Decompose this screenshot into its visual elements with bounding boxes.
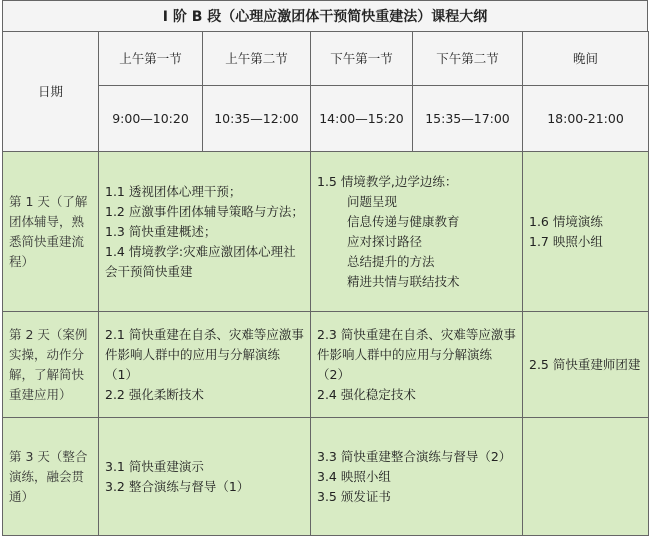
- evening-sessions: [523, 152, 649, 312]
- table-row-day-2: [3, 312, 649, 418]
- evening-sessions: [523, 312, 649, 418]
- session-item: 2.1 简快重建在自杀、灾难等应激事件影响人群中的应用与分解演练（1）: [105, 326, 304, 382]
- session-item: 2.2 强化柔断技术: [105, 386, 204, 402]
- session-item: 1.1 透视团体心理干预；: [105, 183, 242, 199]
- slot-time: 9:00—10:20: [99, 86, 203, 152]
- session-item: 3.2 整合演练与督导（1）: [105, 478, 250, 494]
- slot-name: 下午第二节: [413, 32, 523, 86]
- session-subitem: 信息传递与健康教育: [347, 213, 460, 229]
- session-item: 1.3 简快重建概述；: [105, 223, 217, 239]
- slot-time: 15:35—17:00: [413, 86, 523, 152]
- slot-name: 晚间: [523, 32, 649, 86]
- day-label: 第 3 天（整合演练，融会贯通）: [3, 418, 99, 536]
- session-item: 1.7 映照小组: [529, 233, 603, 249]
- session-subitem: 总结提升的方法: [347, 253, 435, 269]
- day-label: 第 2 天（案例实操，动作分解，了解简快重建应用）: [3, 312, 99, 418]
- session-item: 1.5 情境教学,边学边练：: [317, 173, 458, 189]
- session-item: 2.4 强化稳定技术: [317, 386, 416, 402]
- slot-time: 14:00—15:20: [311, 86, 413, 152]
- session-item: 1.4 情境教学:灾难应激团体心理社会干预简快重建: [105, 243, 296, 279]
- session-item: 3.3 简快重建整合演练与督导（2）: [317, 448, 512, 464]
- session-subitem: 精进共情与联结技术: [347, 273, 460, 289]
- session-item: 3.1 简快重建演示: [105, 458, 204, 474]
- afternoon-sessions: [311, 418, 523, 536]
- session-item: 2.3 简快重建在自杀、灾难等应激事件影响人群中的应用与分解演练（2）: [317, 326, 516, 382]
- session-item: 1.6 情境演练: [529, 213, 603, 229]
- slot-time: 10:35—12:00: [203, 86, 311, 152]
- header-row-times: [3, 86, 649, 152]
- session-item: 1.2 应激事件团体辅导策略与方法；: [105, 203, 304, 219]
- date-header: 日期: [3, 32, 99, 152]
- slot-name: 上午第一节: [99, 32, 203, 86]
- morning-sessions: [99, 152, 311, 312]
- schedule-table: [2, 31, 649, 536]
- session-subitem: 应对探讨路径: [347, 233, 423, 249]
- page-title: I 阶 B 段（心理应激团体干预简快重建法）课程大纲: [2, 0, 648, 32]
- morning-sessions: [99, 312, 311, 418]
- table-row-day-3: [3, 418, 649, 536]
- header-row-slots: [3, 32, 649, 86]
- afternoon-sessions: [311, 312, 523, 418]
- session-item: 3.5 颁发证书: [317, 488, 391, 504]
- afternoon-sessions: [311, 152, 523, 312]
- evening-sessions-empty: [523, 418, 649, 536]
- slot-time: 18:00-21:00: [523, 86, 649, 152]
- table-row-day-1: [3, 152, 649, 312]
- session-item: 2.5 简快重建师团建: [529, 356, 641, 372]
- day-label: 第 1 天（了解团体辅导，熟悉简快重建流程）: [3, 152, 99, 312]
- session-item: 3.4 映照小组: [317, 468, 391, 484]
- slot-name: 上午第二节: [203, 32, 311, 86]
- session-subitem: 问题呈现: [347, 193, 398, 209]
- slot-name: 下午第一节: [311, 32, 413, 86]
- morning-sessions: [99, 418, 311, 536]
